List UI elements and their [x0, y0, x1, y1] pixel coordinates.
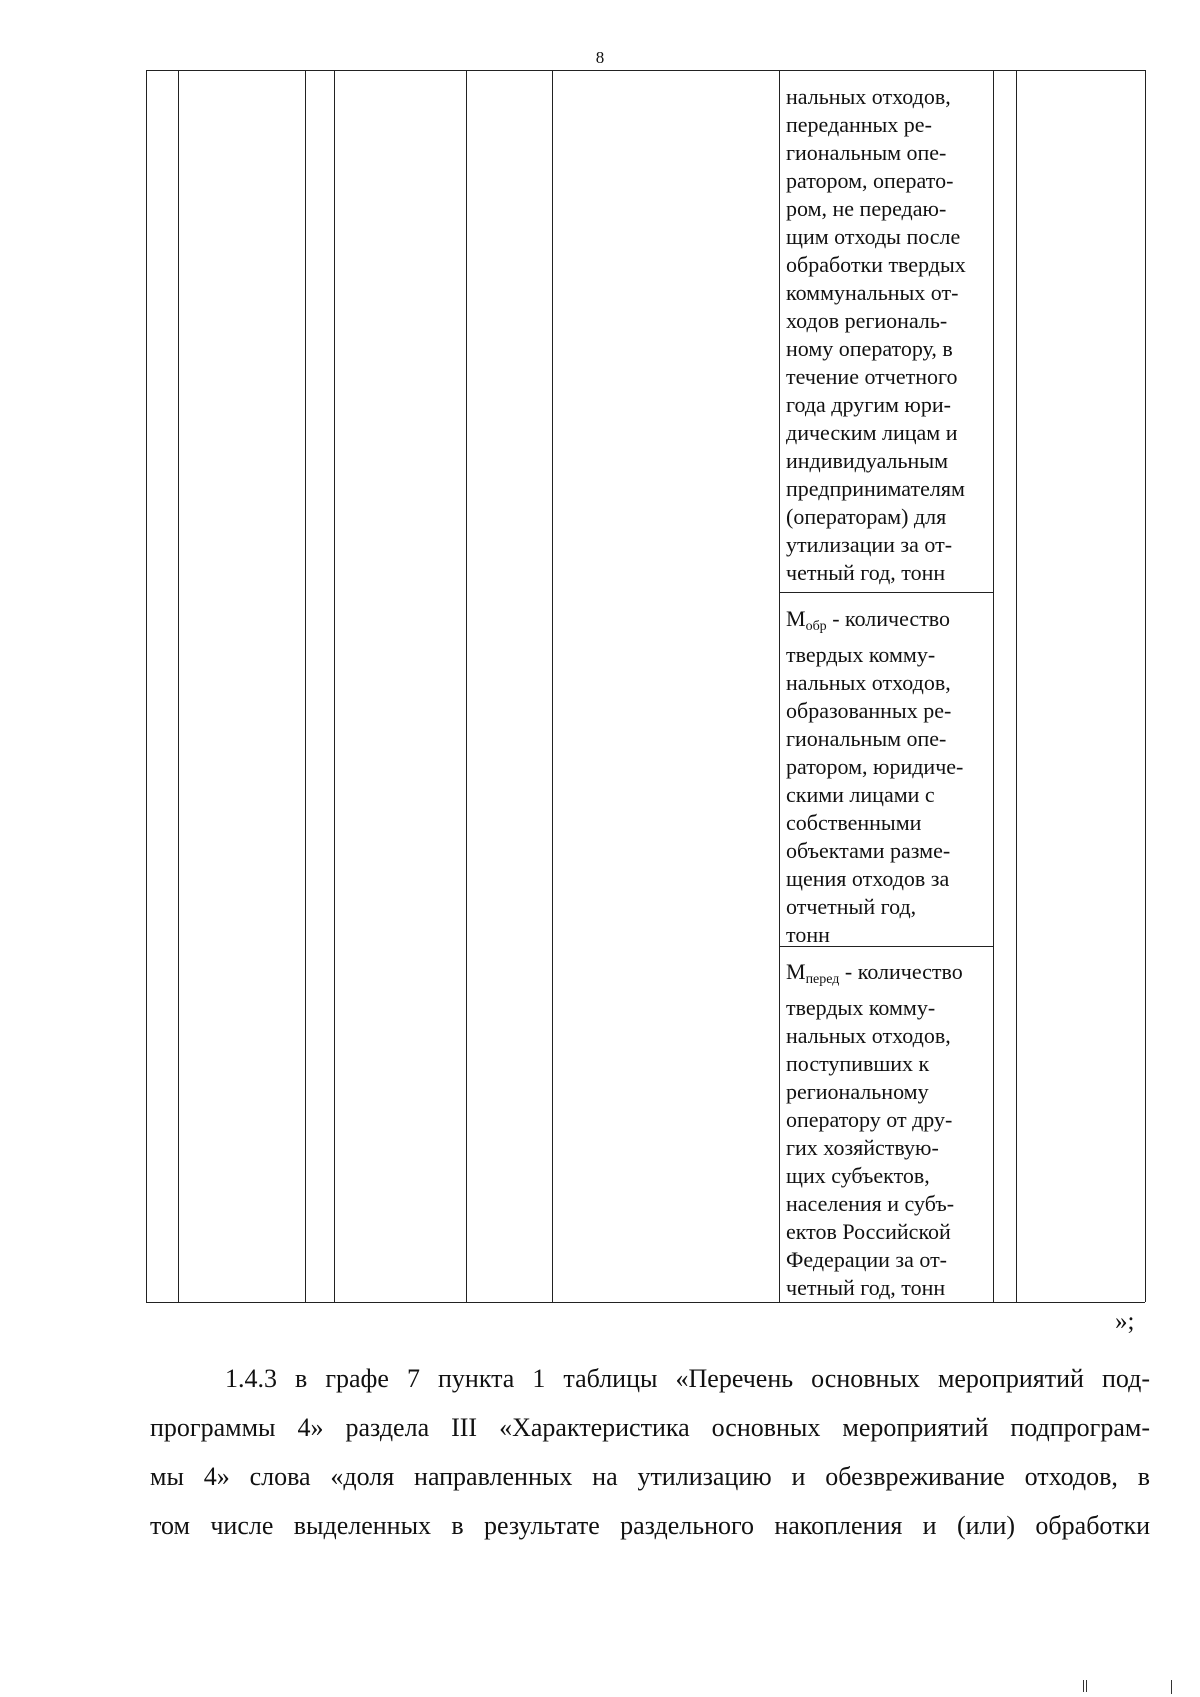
m-pered-symbol: M	[786, 959, 806, 984]
table-top-border	[146, 70, 1145, 71]
paragraph-line: программы 4» раздела III «Характеристика основных мероприятий подпрограм-	[150, 1413, 1150, 1442]
table-cell-m-obr	[786, 605, 994, 949]
body-paragraph	[150, 1354, 1150, 1550]
table-column-divider	[1016, 70, 1017, 1302]
table-cell-continuation: нальных отходов, переданных ре- гиональным опе- ратором, операто- ром, не передаю- щим отходы после обработки твердых коммунальных от- ходов региональ- ному оператору, в течение отчетного года другим юри- дическим лицам и индивидуальным предпринимателям (операторам) для утилизации за от- четный год, тонн	[786, 84, 966, 585]
table-column-divider	[466, 70, 467, 1302]
closing-quote: »;	[1115, 1308, 1135, 1335]
table-column-divider	[178, 70, 179, 1302]
m-obr-definition: - количество твердых комму- нальных отходов, образованных ре- гиональным опе- ратором, юридиче- скими лицами с собственными объектами разме- щения отходов за отчетный год, тонн	[786, 606, 964, 947]
page-number: 8	[595, 48, 605, 67]
table-column-divider	[146, 70, 147, 1302]
paragraph-line: том числе выделенных в результате раздельного накопления и (или) обработки	[150, 1511, 1150, 1540]
m-pered-definition: - количество твердых комму- нальных отходов, поступивших к региональному оператору от дру- гих хозяйствую- щих субъектов, населения и субъ- ектов Российской Федерации за от- четный год, тонн	[786, 959, 963, 1300]
table-column-divider	[779, 70, 780, 1302]
scan-edge-mark	[1083, 1680, 1087, 1692]
table-column-divider	[552, 70, 553, 1302]
table-cell-m-pered	[786, 958, 994, 1302]
m-obr-symbol: M	[786, 606, 806, 631]
scan-edge-mark	[1171, 1680, 1172, 1694]
table-column-divider	[1145, 70, 1146, 1302]
paragraph-line: 1.4.3 в графе 7 пункта 1 таблицы «Перечень основных мероприятий под-	[225, 1364, 1150, 1393]
table-column-divider	[305, 70, 306, 1302]
table-column-divider	[334, 70, 335, 1302]
paragraph-line: мы 4» слова «доля направленных на утилизацию и обезвреживание отходов, в	[150, 1462, 1150, 1491]
table-row-divider	[779, 592, 993, 593]
m-pered-subscript: перед	[805, 972, 840, 987]
m-obr-subscript: обр	[805, 619, 827, 634]
table-bottom-border	[146, 1302, 1145, 1303]
